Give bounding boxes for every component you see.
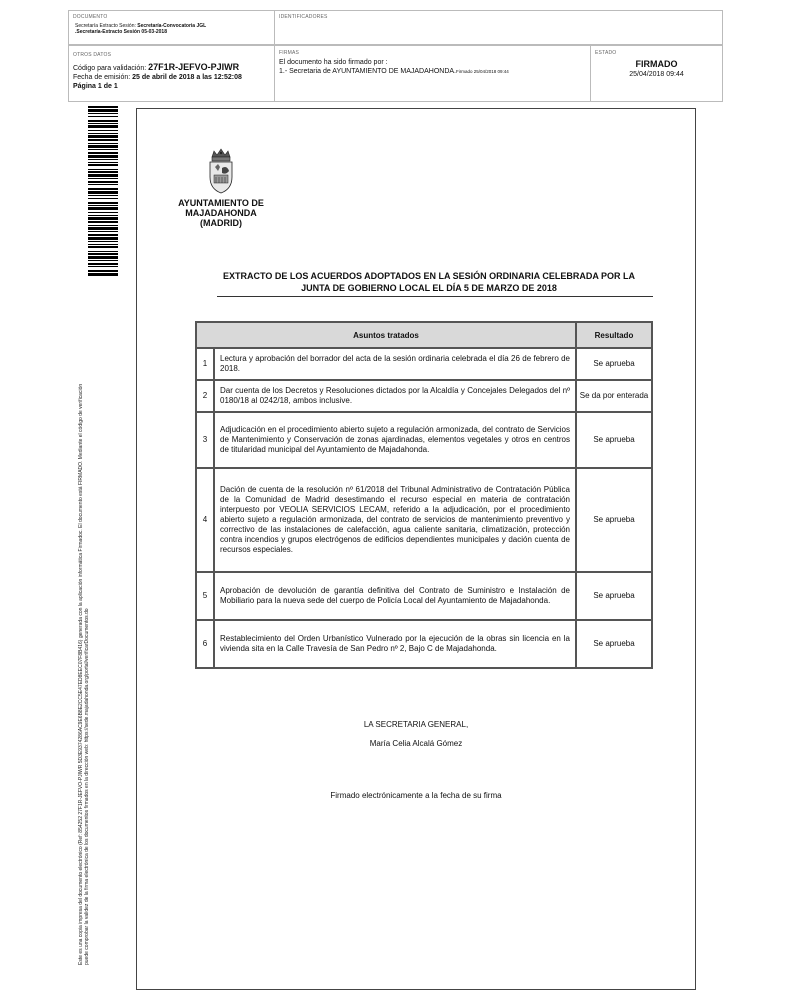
- row-result: Se aprueba: [576, 348, 652, 380]
- status-badge: FIRMADO: [635, 59, 678, 69]
- table-header-row: [196, 322, 652, 348]
- table-row: [196, 620, 652, 668]
- agenda-table-body: [196, 348, 652, 668]
- title-divider: [217, 296, 653, 297]
- row-number: 2: [196, 380, 214, 412]
- row-result: Se aprueba: [576, 620, 652, 668]
- validation-code: Código para validación: 27F1R-JEFVO-PJIWR: [73, 62, 240, 72]
- header-firmas-box: [274, 45, 592, 102]
- signed-by-line: 1.- Secretaria de AYUNTAMIENTO DE MAJADAHONDA.Firmado 25/04/2018 09:44: [279, 68, 509, 75]
- coat-of-arms-icon: [206, 147, 236, 195]
- organization-name: AYUNTAMIENTO DE MAJADAHONDA (MADRID): [178, 198, 264, 228]
- row-subject: Restablecimiento del Orden Urbanístico Vulnerado por la ejecución de la obras sin licencia en la vivienda sita en la Calle Travesía de San Pedro nº 2, Bajo C de Majadahonda.: [214, 620, 576, 668]
- header-estado-box: [590, 45, 723, 102]
- page-count: Página 1 de 1: [73, 83, 118, 90]
- header-identificadores-label: IDENTIFICADORES: [279, 14, 328, 20]
- row-number: 1: [196, 348, 214, 380]
- agenda-table: [195, 321, 653, 669]
- header-documento-line1: Secretaría Extracto Sesión: Secretaría-Convocatoria JGL: [75, 23, 207, 29]
- row-number: 5: [196, 572, 214, 620]
- column-header-asuntos: Asuntos tratados: [196, 322, 576, 348]
- barcode-graphic: [88, 106, 118, 276]
- document-page: [136, 108, 696, 990]
- header-identificadores-box: [274, 10, 723, 45]
- signature-name: María Celia Alcalá Gómez: [369, 739, 463, 748]
- header-firmas-label: FIRMAS: [279, 50, 300, 56]
- signature-note: Firmado electrónicamente a la fecha de su firma: [330, 791, 502, 800]
- header-documento-label: DOCUMENTO: [73, 14, 108, 20]
- header-estado-label: ESTADO: [595, 50, 617, 56]
- column-header-resultado: Resultado: [576, 322, 652, 348]
- row-subject: Dación de cuenta de la resolución nº 61/2018 del Tribunal Administrativo de Contratación Pública de la Comunidad de Madrid desestimando el recurso especial en materia de contratación interpuesto por VEOLIA SERVICIOS LECAM, referido a la adjudicación, por el procedimiento abierto sujeto a regulación armonizada, del contrato de servicios de mantenimiento preventivo y correctivo de las instalaciones de calefacción, agua caliente sanitaria, climatización, protección contra incendios y grupos electrógenos de edificios dependientes municipales y dación cuenta de recursos especiales.: [214, 468, 576, 572]
- table-row: [196, 412, 652, 468]
- row-number: 3: [196, 412, 214, 468]
- row-result: Se aprueba: [576, 412, 652, 468]
- header-otros-datos-label: OTROS DATOS: [73, 52, 112, 58]
- row-result: Se da por enterada: [576, 380, 652, 412]
- table-row: [196, 572, 652, 620]
- header-documento-line2: .Secretaría-Extracto Sesión 05-03-2018: [75, 29, 167, 35]
- table-row: [196, 348, 652, 380]
- issue-date: Fecha de emisión: 25 de abril de 2018 a las 12:52:08: [73, 74, 242, 81]
- row-result: Se aprueba: [576, 468, 652, 572]
- row-result: Se aprueba: [576, 572, 652, 620]
- row-subject: Dar cuenta de los Decretos y Resoluciones dictados por la Alcaldía y Concejales Delegados del nº 0180/18 al 0242/18, ambos inclusive.: [214, 380, 576, 412]
- sidebar-verification-text: Este es una copia impresa del documento electrónico (Ref: 854252 27F1R-JEFVO-PJIWR 5D3E9374286AC9E6B8E2CC5E47ED8EEC07F8B416) generada con la aplicación informática Firmadoc. El documento está FIRMADO. Mediante el código de verificación puede comprobar la validez de la firma electrónica de los documentos firmados en la dirección web: https://sede.majadahonda.org/portal/verificarDocumentos.do: [78, 383, 90, 965]
- row-number: 6: [196, 620, 214, 668]
- document-title: EXTRACTO DE LOS ACUERDOS ADOPTADOS EN LA SESIÓN ORDINARIA CELEBRADA POR LA JUNTA DE GOBIERNO LOCAL EL DÍA 5 DE MARZO DE 2018: [222, 271, 636, 293]
- signed-by-intro: El documento ha sido firmado por :: [279, 59, 388, 66]
- table-row: [196, 380, 652, 412]
- signature-role: LA SECRETARIA GENERAL,: [363, 720, 469, 729]
- row-number: 4: [196, 468, 214, 572]
- row-subject: Adjudicación en el procedimiento abierto sujeto a regulación armonizada, del contrato de Servicios de Mantenimiento y Conservación de zonas ajardinadas, elementos vegetales y otros en centros de titularidad municipal del Ayuntamiento de Majadahonda.: [214, 412, 576, 468]
- table-row: [196, 468, 652, 572]
- row-subject: Aprobación de devolución de garantía definitiva del Contrato de Suministro e Instalación de Mobiliario para la nueva sede del cuerpo de Policía Local del Ayuntamiento de Majadahonda.: [214, 572, 576, 620]
- row-subject: Lectura y aprobación del borrador del acta de la sesión ordinaria celebrada el día 26 de febrero de 2018.: [214, 348, 576, 380]
- status-date: 25/04/2018 09:44: [629, 71, 684, 78]
- header-documento-box: [68, 10, 276, 45]
- header-otros-datos-box: [68, 45, 276, 102]
- barcode-bar: [88, 273, 118, 276]
